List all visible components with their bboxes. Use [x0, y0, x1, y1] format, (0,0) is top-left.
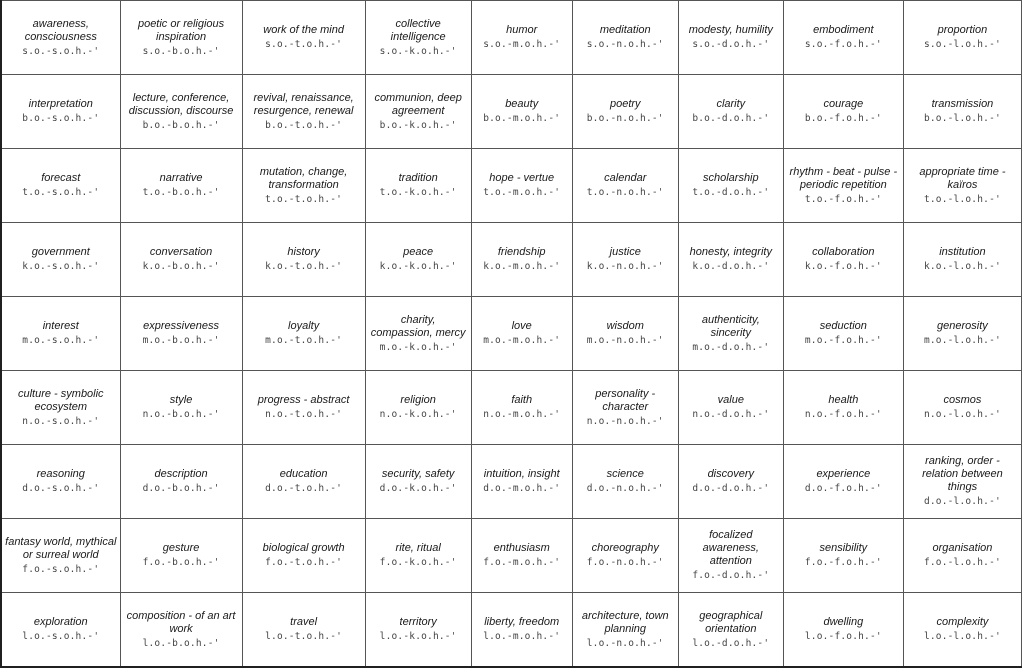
- cell-label: territory: [399, 616, 437, 628]
- cell-label: security, safety: [381, 468, 455, 480]
- grid-row: [1, 445, 1022, 519]
- cell-code: d.o.-l.o.h.-': [923, 496, 1001, 507]
- cell-label: tradition: [398, 172, 438, 184]
- cell-code: f.o.-m.o.h.-': [483, 557, 561, 568]
- cell-label: institution: [939, 246, 986, 258]
- grid-cell: [120, 223, 242, 297]
- cell-label: narrative: [159, 172, 203, 184]
- cell-label: meditation: [599, 24, 651, 36]
- grid-cell: [678, 223, 783, 297]
- grid-cell: [1, 593, 120, 668]
- cell-label: proportion: [937, 24, 988, 36]
- grid-cell: [572, 75, 678, 149]
- grid-cell: [242, 519, 365, 593]
- grid-cell: [1, 371, 120, 445]
- cell-code: n.o.-m.o.h.-': [483, 409, 561, 420]
- grid-cell: [120, 519, 242, 593]
- cell-label: intuition, insight: [483, 468, 560, 480]
- grid-cell: [903, 149, 1021, 223]
- cell-label: style: [169, 394, 193, 406]
- cell-code: l.o.-t.o.h.-': [265, 631, 343, 642]
- cell-label: exploration: [33, 616, 88, 628]
- grid-cell: [365, 371, 471, 445]
- cell-label: charity, compassion, mercy: [370, 313, 466, 339]
- cell-label: honesty, integrity: [689, 246, 772, 258]
- cell-label: discovery: [707, 468, 755, 480]
- cell-label: generosity: [937, 320, 988, 332]
- grid-cell: [120, 1, 242, 75]
- grid-cell: [903, 223, 1021, 297]
- grid-cell: [572, 593, 678, 668]
- grid-cell: [365, 1, 471, 75]
- cell-code: d.o.-s.o.h.-': [22, 483, 100, 494]
- cell-label: progress - abstract: [257, 394, 350, 406]
- grid-row: [1, 519, 1022, 593]
- cell-code: k.o.-k.o.h.-': [379, 261, 457, 272]
- grid-cell: [678, 297, 783, 371]
- cell-label: architecture, town planning: [581, 609, 669, 635]
- cell-code: m.o.-f.o.h.-': [804, 335, 882, 346]
- cell-label: revival, renaissance, resurgence, renewal: [253, 91, 354, 117]
- grid-cell: [678, 149, 783, 223]
- grid-cell: [783, 149, 903, 223]
- cell-label: travel: [290, 616, 318, 628]
- grid-cell: [1, 1, 120, 75]
- cell-label: focalized awareness, attention: [702, 529, 759, 567]
- cell-code: f.o.-l.o.h.-': [923, 557, 1001, 568]
- cell-code: b.o.-l.o.h.-': [923, 113, 1001, 124]
- cell-label: cosmos: [943, 394, 982, 406]
- grid-cell: [242, 445, 365, 519]
- cell-label: expressiveness: [143, 320, 219, 332]
- cell-code: b.o.-k.o.h.-': [379, 119, 457, 131]
- cell-code: b.o.-s.o.h.-': [22, 113, 100, 124]
- grid-cell: [783, 75, 903, 149]
- cell-label: government: [31, 246, 90, 258]
- grid-cell: [903, 1, 1021, 75]
- grid-cell: [365, 75, 471, 149]
- cell-code: l.o.-n.o.h.-': [586, 637, 664, 649]
- cell-code: n.o.-n.o.h.-': [586, 415, 664, 427]
- cell-code: s.o.-s.o.h.-': [22, 45, 100, 57]
- cell-label: biological growth: [262, 542, 345, 554]
- cell-label: complexity: [936, 616, 989, 628]
- grid-cell: [471, 371, 572, 445]
- cell-code: m.o.-n.o.h.-': [586, 335, 664, 346]
- grid-cell: [1, 149, 120, 223]
- cell-code: t.o.-m.o.h.-': [483, 187, 561, 198]
- cell-label: history: [287, 246, 320, 258]
- cell-label: description: [154, 468, 208, 480]
- cell-label: scholarship: [702, 172, 759, 184]
- cell-code: s.o.-m.o.h.-': [483, 39, 561, 50]
- cell-code: d.o.-m.o.h.-': [483, 483, 561, 494]
- grid-cell: [678, 593, 783, 668]
- cell-code: k.o.-n.o.h.-': [586, 261, 664, 272]
- cell-code: t.o.-f.o.h.-': [804, 193, 882, 205]
- cell-code: b.o.-b.o.h.-': [142, 119, 220, 131]
- grid-body: [1, 1, 1022, 668]
- grid-cell: [903, 519, 1021, 593]
- cell-code: s.o.-l.o.h.-': [923, 39, 1001, 50]
- cell-label: composition - of an art work: [126, 609, 236, 635]
- cell-code: t.o.-d.o.h.-': [692, 187, 770, 198]
- cell-code: k.o.-m.o.h.-': [483, 261, 561, 272]
- cell-label: enthusiasm: [493, 542, 550, 554]
- cell-label: religion: [400, 394, 436, 406]
- cell-label: awareness, consciousness: [24, 17, 97, 43]
- cell-code: m.o.-b.o.h.-': [142, 335, 220, 346]
- cell-code: b.o.-n.o.h.-': [586, 113, 664, 124]
- cell-code: d.o.-k.o.h.-': [379, 483, 457, 494]
- cell-label: interest: [42, 320, 79, 332]
- cell-code: m.o.-d.o.h.-': [692, 341, 770, 353]
- cell-label: rite, ritual: [395, 542, 441, 554]
- cell-label: love: [511, 320, 532, 332]
- cell-code: t.o.-k.o.h.-': [379, 187, 457, 198]
- grid-cell: [572, 223, 678, 297]
- grid-cell: [365, 297, 471, 371]
- grid-cell: [1, 297, 120, 371]
- cell-label: faith: [511, 394, 533, 406]
- cell-label: courage: [823, 98, 864, 110]
- cell-code: b.o.-f.o.h.-': [804, 113, 882, 124]
- cell-label: poetic or religious inspiration: [137, 17, 225, 43]
- cell-label: calendar: [604, 172, 647, 184]
- cell-code: d.o.-d.o.h.-': [692, 483, 770, 494]
- cell-code: f.o.-k.o.h.-': [379, 557, 457, 568]
- grid-cell: [471, 593, 572, 668]
- cell-label: beauty: [505, 98, 539, 110]
- grid-cell: [678, 445, 783, 519]
- grid-cell: [678, 1, 783, 75]
- cell-code: m.o.-m.o.h.-': [483, 335, 561, 346]
- cell-code: f.o.-b.o.h.-': [142, 557, 220, 568]
- cell-label: personality - character: [595, 387, 656, 413]
- cell-code: n.o.-t.o.h.-': [265, 409, 343, 420]
- cell-label: interpretation: [28, 98, 93, 110]
- grid-cell: [471, 1, 572, 75]
- grid-cell: [471, 445, 572, 519]
- grid-cell: [242, 223, 365, 297]
- cell-label: work of the mind: [263, 24, 344, 36]
- grid-cell: [678, 371, 783, 445]
- grid-cell: [783, 371, 903, 445]
- cell-label: experience: [816, 468, 871, 480]
- grid-cell: [783, 519, 903, 593]
- cell-code: k.o.-d.o.h.-': [692, 261, 770, 272]
- grid-cell: [242, 371, 365, 445]
- cell-code: l.o.-f.o.h.-': [804, 631, 882, 642]
- cell-label: mutation, change, transformation: [259, 165, 348, 191]
- cell-code: m.o.-s.o.h.-': [22, 335, 100, 346]
- cell-code: s.o.-k.o.h.-': [379, 45, 457, 57]
- grid-cell: [471, 223, 572, 297]
- grid-cell: [120, 149, 242, 223]
- cell-code: l.o.-m.o.h.-': [483, 631, 561, 642]
- grid-cell: [242, 75, 365, 149]
- grid-cell: [471, 149, 572, 223]
- grid-row: [1, 75, 1022, 149]
- cell-code: s.o.-b.o.h.-': [142, 45, 220, 57]
- cell-code: n.o.-d.o.h.-': [692, 409, 770, 420]
- grid-cell: [1, 223, 120, 297]
- grid-cell: [120, 297, 242, 371]
- grid-row: [1, 1, 1022, 75]
- cell-code: s.o.-d.o.h.-': [692, 39, 770, 50]
- grid-cell: [471, 75, 572, 149]
- cell-code: k.o.-b.o.h.-': [142, 261, 220, 272]
- cell-label: liberty, freedom: [484, 616, 560, 628]
- cell-code: s.o.-f.o.h.-': [804, 39, 882, 50]
- cell-code: l.o.-d.o.h.-': [692, 637, 770, 649]
- grid-cell: [471, 519, 572, 593]
- cell-label: dwelling: [823, 616, 864, 628]
- cell-label: transmission: [931, 98, 994, 110]
- cell-code: d.o.-f.o.h.-': [804, 483, 882, 494]
- cell-label: authenticity, sincerity: [701, 313, 760, 339]
- cell-code: t.o.-b.o.h.-': [142, 187, 220, 198]
- grid-cell: [1, 445, 120, 519]
- grid-cell: [783, 223, 903, 297]
- cell-code: m.o.-l.o.h.-': [923, 335, 1001, 346]
- cell-label: poetry: [609, 98, 641, 110]
- cell-label: wisdom: [606, 320, 644, 332]
- grid-row: [1, 223, 1022, 297]
- grid-cell: [365, 223, 471, 297]
- cell-code: t.o.-n.o.h.-': [586, 187, 664, 198]
- cell-code: m.o.-t.o.h.-': [265, 335, 343, 346]
- cell-label: choreography: [591, 542, 659, 554]
- cell-label: gesture: [162, 542, 200, 554]
- grid-cell: [365, 149, 471, 223]
- cell-label: ranking, order - relation between things: [922, 455, 1003, 493]
- cell-label: sensibility: [819, 542, 868, 554]
- cell-code: f.o.-f.o.h.-': [804, 557, 882, 568]
- grid-cell: [365, 593, 471, 668]
- cell-code: t.o.-l.o.h.-': [923, 193, 1001, 205]
- grid-cell: [1, 519, 120, 593]
- cell-code: b.o.-d.o.h.-': [692, 113, 770, 124]
- grid-cell: [903, 445, 1021, 519]
- cell-code: k.o.-s.o.h.-': [22, 261, 100, 272]
- cell-code: s.o.-t.o.h.-': [265, 39, 343, 50]
- grid-cell: [572, 297, 678, 371]
- cell-code: d.o.-n.o.h.-': [586, 483, 664, 494]
- cell-code: n.o.-s.o.h.-': [22, 415, 100, 427]
- grid-cell: [120, 371, 242, 445]
- cell-code: f.o.-s.o.h.-': [22, 563, 100, 575]
- cell-code: l.o.-b.o.h.-': [142, 637, 220, 649]
- cell-code: l.o.-s.o.h.-': [22, 631, 100, 642]
- cell-label: reasoning: [36, 468, 85, 480]
- cell-label: fantasy world, mythical or surreal world: [5, 535, 117, 561]
- grid-cell: [572, 371, 678, 445]
- cell-code: m.o.-k.o.h.-': [379, 341, 457, 353]
- cell-label: rhythm - beat - pulse - periodic repetition: [789, 165, 898, 191]
- cell-code: n.o.-b.o.h.-': [142, 409, 220, 420]
- cell-code: n.o.-f.o.h.-': [804, 409, 882, 420]
- grid-cell: [903, 593, 1021, 668]
- cell-label: organisation: [932, 542, 993, 554]
- grid-cell: [365, 445, 471, 519]
- grid-cell: [783, 297, 903, 371]
- cell-code: n.o.-l.o.h.-': [923, 409, 1001, 420]
- grid-cell: [678, 75, 783, 149]
- grid-cell: [242, 593, 365, 668]
- cell-label: modesty, humility: [688, 24, 773, 36]
- cell-label: geographical orientation: [699, 609, 763, 635]
- grid-cell: [242, 297, 365, 371]
- cell-label: friendship: [497, 246, 546, 258]
- cell-code: l.o.-k.o.h.-': [379, 631, 457, 642]
- grid-cell: [783, 445, 903, 519]
- grid-cell: [903, 371, 1021, 445]
- cell-label: appropriate time - kaïros: [919, 165, 1006, 191]
- grid-cell: [572, 149, 678, 223]
- cell-label: science: [606, 468, 644, 480]
- grid-cell: [471, 297, 572, 371]
- cell-code: n.o.-k.o.h.-': [379, 409, 457, 420]
- cell-code: k.o.-l.o.h.-': [923, 261, 1001, 272]
- grid-row: [1, 297, 1022, 371]
- grid-cell: [120, 75, 242, 149]
- grid-cell: [365, 519, 471, 593]
- cell-code: t.o.-t.o.h.-': [265, 193, 343, 205]
- cell-label: collective intelligence: [390, 17, 446, 43]
- grid-cell: [572, 445, 678, 519]
- cell-label: lecture, conference, discussion, discourse: [128, 91, 234, 117]
- cell-code: b.o.-t.o.h.-': [265, 119, 343, 131]
- cell-label: justice: [609, 246, 641, 258]
- cell-label: forecast: [41, 172, 81, 184]
- cell-code: d.o.-b.o.h.-': [142, 483, 220, 494]
- grid-cell: [783, 593, 903, 668]
- grid-cell: [572, 1, 678, 75]
- cell-code: k.o.-f.o.h.-': [804, 261, 882, 272]
- cell-code: d.o.-t.o.h.-': [265, 483, 343, 494]
- cell-code: s.o.-n.o.h.-': [586, 39, 664, 50]
- cell-label: collaboration: [812, 246, 875, 258]
- cell-code: t.o.-s.o.h.-': [22, 187, 100, 198]
- cell-label: peace: [403, 246, 434, 258]
- grid-row: [1, 149, 1022, 223]
- cell-label: communion, deep agreement: [374, 91, 462, 117]
- cell-label: health: [828, 394, 859, 406]
- cell-code: l.o.-l.o.h.-': [923, 631, 1001, 642]
- grid-cell: [242, 149, 365, 223]
- grid-cell: [242, 1, 365, 75]
- grid-cell: [783, 1, 903, 75]
- cell-label: humor: [506, 24, 538, 36]
- cell-label: seduction: [819, 320, 867, 332]
- grid-row: [1, 371, 1022, 445]
- grid-cell: [572, 519, 678, 593]
- grid-cell: [678, 519, 783, 593]
- cell-label: hope - vertue: [489, 172, 555, 184]
- grid-cell: [120, 445, 242, 519]
- cell-label: clarity: [716, 98, 746, 110]
- cell-label: education: [279, 468, 328, 480]
- cell-label: loyalty: [288, 320, 320, 332]
- grid-cell: [1, 75, 120, 149]
- grid-cell: [903, 297, 1021, 371]
- cell-label: conversation: [149, 246, 213, 258]
- cell-label: embodiment: [813, 24, 874, 36]
- cell-label: value: [717, 394, 744, 406]
- grid-row: [1, 593, 1022, 668]
- grid-cell: [120, 593, 242, 668]
- cell-code: f.o.-n.o.h.-': [586, 557, 664, 568]
- cell-code: f.o.-t.o.h.-': [265, 557, 343, 568]
- grid-cell: [903, 75, 1021, 149]
- cell-code: k.o.-t.o.h.-': [265, 261, 343, 272]
- cell-code: b.o.-m.o.h.-': [483, 113, 561, 124]
- cell-label: culture - symbolic ecosystem: [17, 387, 104, 413]
- cell-code: f.o.-d.o.h.-': [692, 570, 770, 581]
